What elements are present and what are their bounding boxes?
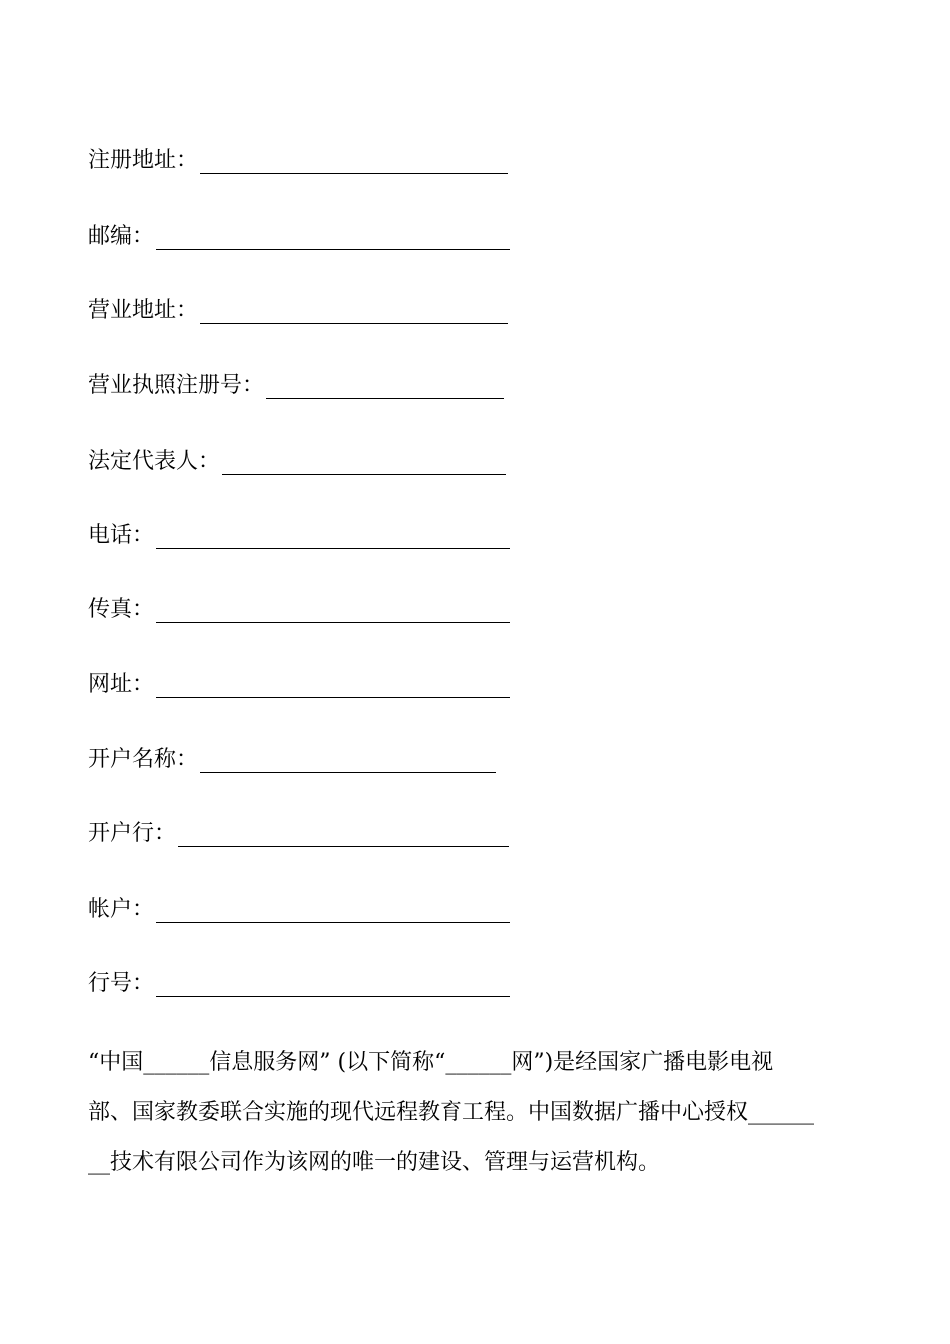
paragraph-line: __技术有限公司作为该网的唯一的建设、管理与运营机构。 [88, 1150, 661, 1175]
field-label: 电话： [88, 523, 155, 548]
field-blank [156, 898, 510, 923]
field-label: 帐户： [88, 897, 155, 922]
paragraph-line: “中国______信息服务网” (以下简称“______网”)是经国家广播电影电视 [88, 1050, 774, 1075]
field-label: 营业地址： [88, 298, 199, 323]
field-legal-representative [88, 445, 506, 475]
field-account [88, 893, 510, 923]
field-phone [88, 519, 510, 549]
field-label: 开户名称： [88, 747, 199, 772]
field-label: 开户行： [88, 821, 177, 846]
field-blank [156, 598, 510, 623]
field-blank [156, 972, 510, 997]
field-registered-address [88, 144, 508, 174]
field-label: 传真： [88, 597, 155, 622]
field-label: 邮编： [88, 224, 155, 249]
field-account-name [88, 743, 496, 773]
paragraph-line: 部、国家教委联合实施的现代远程教育工程。中国数据广播中心授权______ [88, 1100, 815, 1125]
field-label: 行号： [88, 971, 155, 996]
field-fax [88, 593, 510, 623]
field-blank [200, 748, 496, 773]
field-license-number [88, 369, 504, 399]
field-blank [200, 299, 508, 324]
field-blank [178, 822, 509, 847]
field-postcode [88, 220, 510, 250]
field-blank [156, 524, 510, 549]
field-blank [156, 673, 510, 698]
field-blank [200, 149, 508, 174]
field-blank [222, 450, 506, 475]
field-label: 网址： [88, 672, 155, 697]
field-label: 营业执照注册号： [88, 373, 265, 398]
field-label: 法定代表人： [88, 449, 221, 474]
field-label: 注册地址： [88, 148, 199, 173]
field-bank [88, 817, 509, 847]
body-paragraph [88, 1038, 868, 1188]
field-blank [266, 374, 504, 399]
field-bank-code [88, 967, 510, 997]
field-website [88, 668, 510, 698]
field-business-address [88, 294, 508, 324]
field-blank [156, 225, 510, 250]
